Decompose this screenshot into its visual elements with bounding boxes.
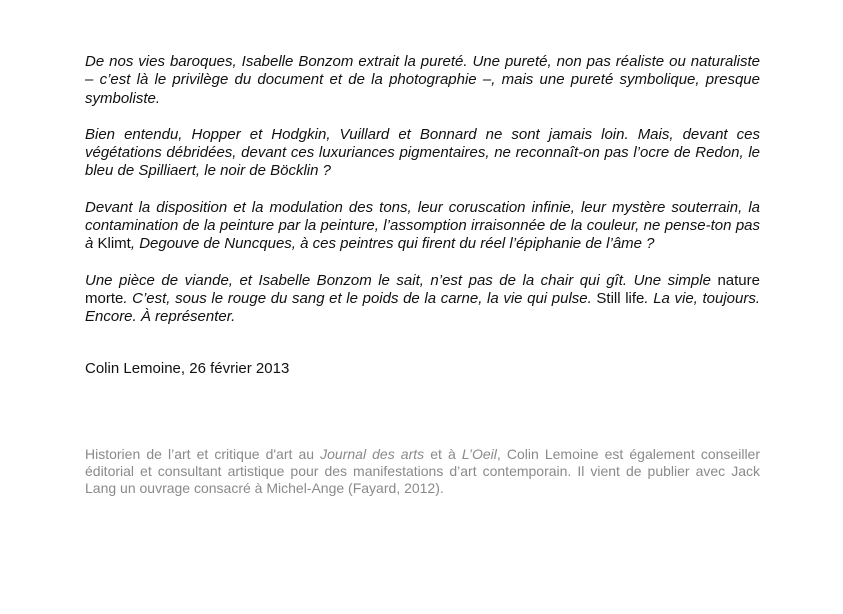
paragraph-2-text: Bien entendu, Hopper et Hodgkin, Vuillard et Bonnard ne sont jamais loin. Mais, devant ces végétations débridées, devant ces luxuriances pigmentaires, ne reconnaît-on pas l’ocre de Redon, le bleu de Spilliaert, le noir de Böcklin ? xyxy=(85,125,760,180)
bio-text-3: , Colin Lemoine est également conseiller éditorial et consultant artistique pour des manifestations d’art contemporain. Il vient de publier avec Jack Lang un ouvrage consacré à Michel-Ange (Fayard, 2012). xyxy=(85,445,760,496)
paragraph-4-text-e: . La vie, toujours. Encore. À représenter. xyxy=(85,289,761,326)
author-signature: Colin Lemoine, 26 février 2013 xyxy=(85,359,290,377)
paragraph-4-text-c: . C’est, sous le rouge du sang et le poids de la carne, la vie qui pulse. xyxy=(123,289,597,307)
paragraph-1 xyxy=(85,53,760,108)
bio-text-1: Historien de l’art et critique d'art au xyxy=(85,445,321,462)
paragraph-4 xyxy=(85,272,760,327)
paragraph-4-still-life: Still life xyxy=(596,289,645,307)
bio-journal-title: Journal des arts xyxy=(320,445,425,462)
paragraph-3-name-klimt: Klimt xyxy=(97,235,131,253)
paragraph-4-text-a: Une pièce de viande, et Isabelle Bonzom le sait, n’est pas de la chair qui gît. Une simple xyxy=(85,271,718,289)
paragraph-4-nature-morte: nature morte xyxy=(85,271,760,307)
paragraph-3-text-a: Devant la disposition et la modulation des tons, leur coruscation infinie, leur mystère souterrain, la contamination de la peinture par la peinture, l’assomption irraisonnée de la couleur, ne pense-ton pas à xyxy=(85,198,760,253)
bio-oeil-title: L’Oeil xyxy=(461,445,497,462)
document-page xyxy=(85,53,760,497)
paragraph-1-text: De nos vies baroques, Isabelle Bonzom extrait la pureté. Une pureté, non pas réaliste ou naturaliste – c’est là le privilège du document et de la photographie –, mais une pureté symbolique, presque symboliste. xyxy=(85,53,760,107)
paragraph-3-text-c: , Degouve de Nuncques, à ces peintres qui firent du réel l’épiphanie de l’âme ? xyxy=(130,235,655,253)
paragraph-2 xyxy=(85,126,760,181)
author-bio xyxy=(85,446,760,497)
paragraph-3 xyxy=(85,199,760,254)
bio-text-2: et à xyxy=(424,445,462,462)
